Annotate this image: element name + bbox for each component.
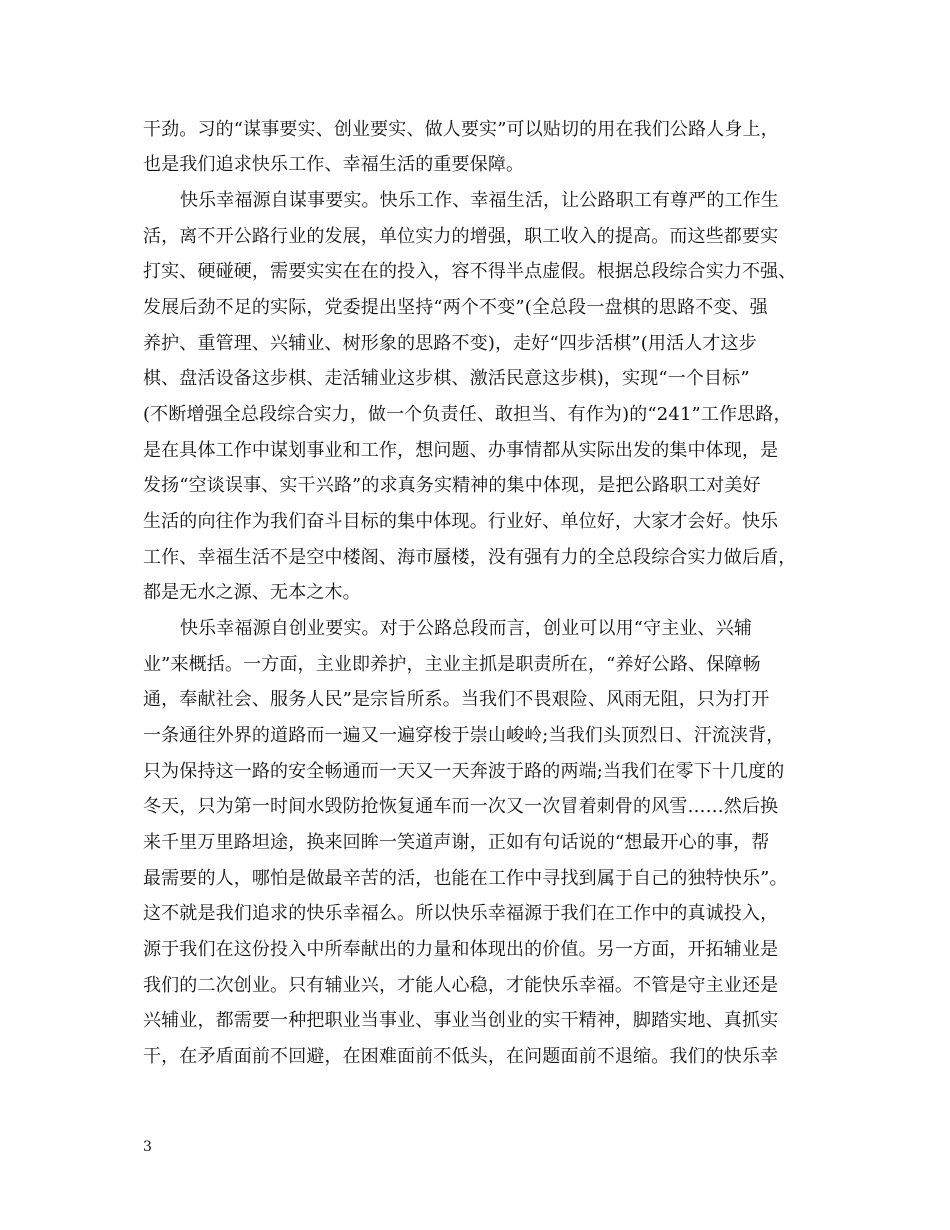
text-line: 发展后劲不足的实际，党委提出坚持“两个不变”(全总段一盘棋的思路不变、强	[143, 297, 768, 318]
text-line: 都是无水之源、无本之木。	[143, 582, 361, 603]
text-line: 活，离不开公路行业的发展，单位实力的增强，职工收入的提高。而这些都要实	[143, 226, 779, 247]
text-line: 通，奉献社会、服务人民”是宗旨所系。当我们不畏艰险、风雨无阻，只为打开	[143, 689, 770, 710]
text-line: 是在具体工作中谋划事业和工作，想问题、办事情都从实际出发的集中体现，是	[143, 440, 779, 461]
text-line: (不断增强全总段综合实力，做一个负责任、敢担当、有作为)的“241”工作思路，	[143, 404, 792, 425]
text-line: 棋、盘活设备这步棋、走活辅业这步棋、激活民意这步棋)，实现“一个目标”	[143, 368, 750, 389]
text-line: 发扬“空谈误事、实干兴路”的求真务实精神的集中体现，是把公路职工对美好	[143, 475, 761, 496]
text-line: 打实、硬碰硬，需要实实在在的投入，容不得半点虚假。根据总段综合实力不强、	[143, 261, 797, 282]
text-line: 生活的向往作为我们奋斗目标的集中体现。行业好、单位好，大家才会好。快乐	[143, 511, 779, 532]
text-line: 只为保持这一路的安全畅通而一天又一天奔波于路的两端;当我们在零下十几度的	[143, 761, 785, 782]
page-number: 3	[143, 1139, 152, 1155]
text-line: 冬天，只为第一时间水毁防抢恢复通车而一次又一次冒着刺骨的风雪……然后换	[143, 796, 779, 817]
text-line: 工作、幸福生活不是空中楼阁、海市蜃楼，没有强有力的全总段综合实力做后盾，	[143, 547, 797, 568]
text-line: 我们的二次创业。只有辅业兴，才能人心稳，才能快乐幸福。不管是守主业还是	[143, 975, 779, 996]
text-line: 最需要的人，哪怕是做最辛苦的活，也能在工作中寻找到属于自己的独特快乐”。	[143, 868, 788, 889]
text-line: 一条通往外界的道路而一遍又一遍穿梭于崇山峻岭;当我们头顶烈日、汗流浃背，	[143, 725, 785, 746]
text-line: 干劲。习的“谋事要实、创业要实、做人要实”可以贴切的用在我们公路人身上，	[143, 119, 779, 140]
text-line: 业”来概括。一方面，主业即养护，主业主抓是职责所在，“养好公路、保障畅	[143, 654, 761, 675]
text-line: 这不就是我们追求的快乐幸福么。所以快乐幸福源于我们在工作中的真诚投入，	[143, 903, 779, 924]
text-line: 来千里万里路坦途，换来回眸一笑道声谢，正如有句话说的“想最开心的事，帮	[143, 832, 770, 853]
text-line: 养护、重管理、兴辅业、树形象的思路不变)，走好“四步活棋”(用活人才这步	[143, 333, 757, 354]
text-line: 也是我们追求快乐工作、幸福生活的重要保障。	[143, 154, 525, 175]
text-line: 兴辅业，都需要一种把职业当事业、事业当创业的实干精神，脚踏实地、真抓实	[143, 1010, 779, 1031]
text-line: 源于我们在这份投入中所奉献出的力量和体现出的价值。另一方面，开拓辅业是	[143, 939, 779, 960]
paragraph-start-line: 快乐幸福源自创业要实。对于公路总段而言，创业可以用“守主业、兴辅	[180, 618, 752, 639]
paragraph-start-line: 快乐幸福源自谋事要实。快乐工作、幸福生活，让公路职工有尊严的工作生	[180, 190, 779, 211]
text-line: 干，在矛盾面前不回避，在困难面前不低头，在问题面前不退缩。我们的快乐幸	[143, 1046, 779, 1067]
